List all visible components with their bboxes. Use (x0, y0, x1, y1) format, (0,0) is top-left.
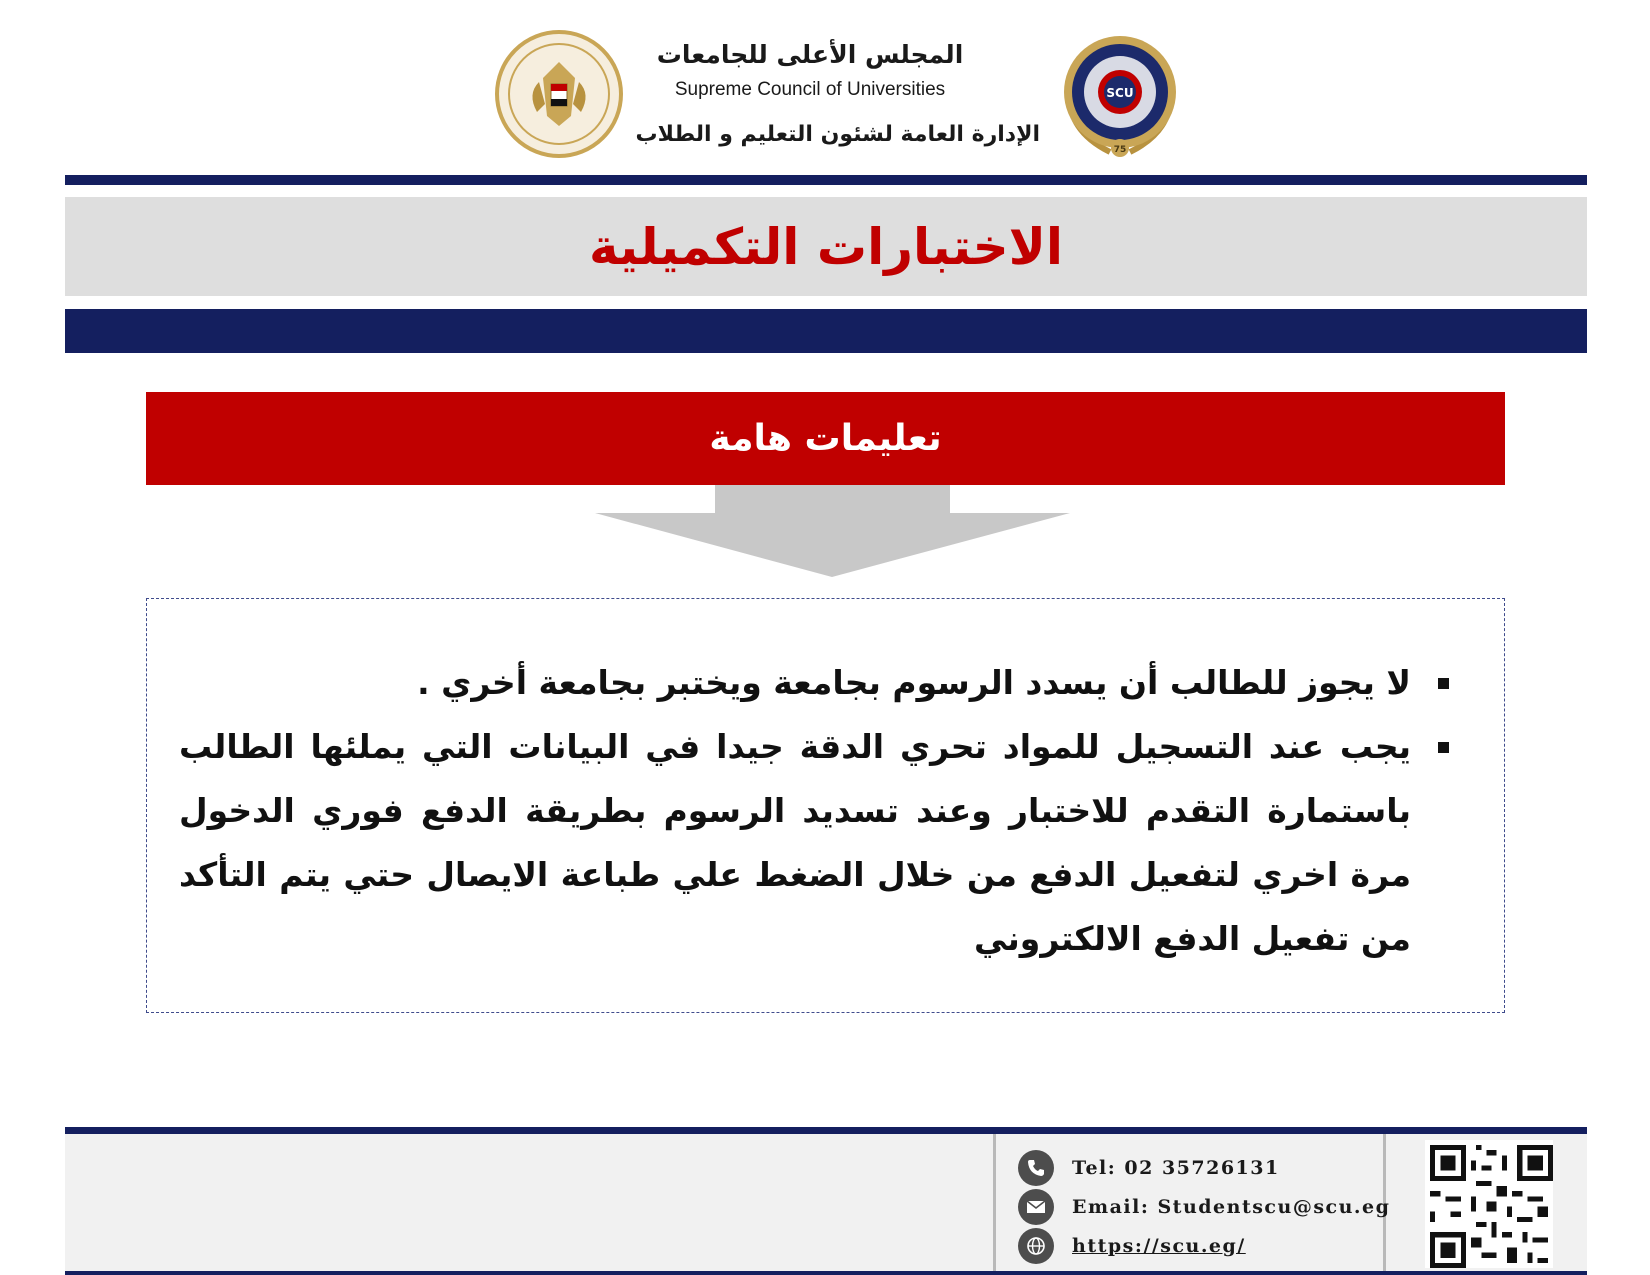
jubilee-seal-number: 75 (1113, 145, 1127, 155)
bullet-square-icon (1438, 742, 1449, 753)
diamond-jubilee-seal-logo (1050, 30, 1190, 158)
contact-phone (1018, 1148, 1280, 1188)
phone-number: Tel: 02 35726131 (1072, 1157, 1280, 1179)
globe-icon (1018, 1228, 1054, 1264)
important-instructions-banner (146, 392, 1505, 485)
org-name-english: Supreme Council of Universities (674, 79, 946, 100)
email-address[interactable]: Email: Studentscu@scu.eg (1072, 1196, 1391, 1218)
department-name: الإدارة العامة لشئون التعليم و الطلاب (635, 122, 1040, 147)
qr-code[interactable] (1425, 1140, 1553, 1268)
phone-icon (1018, 1150, 1054, 1186)
instructions-box (146, 598, 1505, 1013)
contact-email (1018, 1187, 1390, 1227)
website-link[interactable]: https://scu.eg/ (1072, 1235, 1246, 1257)
page-title: الاختبارات التكميلية (588, 217, 1064, 276)
instruction-text: يجب عند التسجيل للمواد تحري الدقة جيدا في البيانات التي يملئها الطالب باستمارة التقدم للاختبار وعند تسديد الرسوم بطريقة الدفع فوري الدخول مرة اخري لتفعيل الدفع من خلال الضغط علي طباعة الايصال حتي يتم التأكد من تفعيل الدفع الالكتروني (179, 727, 1411, 958)
jubilee-seal-abbr: SCU (1106, 86, 1134, 100)
instruction-text: لا يجوز للطالب أن يسدد الرسوم بجامعة ويختبر بجامعة أخري . (417, 663, 1411, 702)
instructions-list (179, 651, 1449, 971)
title-band (65, 197, 1587, 296)
down-arrow-icon (595, 485, 1070, 577)
banner-title: تعليمات هامة (709, 418, 942, 459)
bullet-square-icon (1438, 678, 1449, 689)
title-navy-bar (65, 309, 1587, 353)
list-item (179, 715, 1449, 971)
footer-divider (993, 1134, 996, 1271)
org-name-arabic: المجلس الأعلى للجامعات (656, 40, 964, 69)
header-divider-bar (65, 175, 1587, 185)
ministry-seal-logo (495, 30, 623, 158)
footer-top-bar (65, 1127, 1587, 1134)
list-item (179, 651, 1449, 715)
footer-bottom-bar (65, 1271, 1587, 1275)
email-icon (1018, 1189, 1054, 1225)
contact-website (1018, 1226, 1246, 1266)
